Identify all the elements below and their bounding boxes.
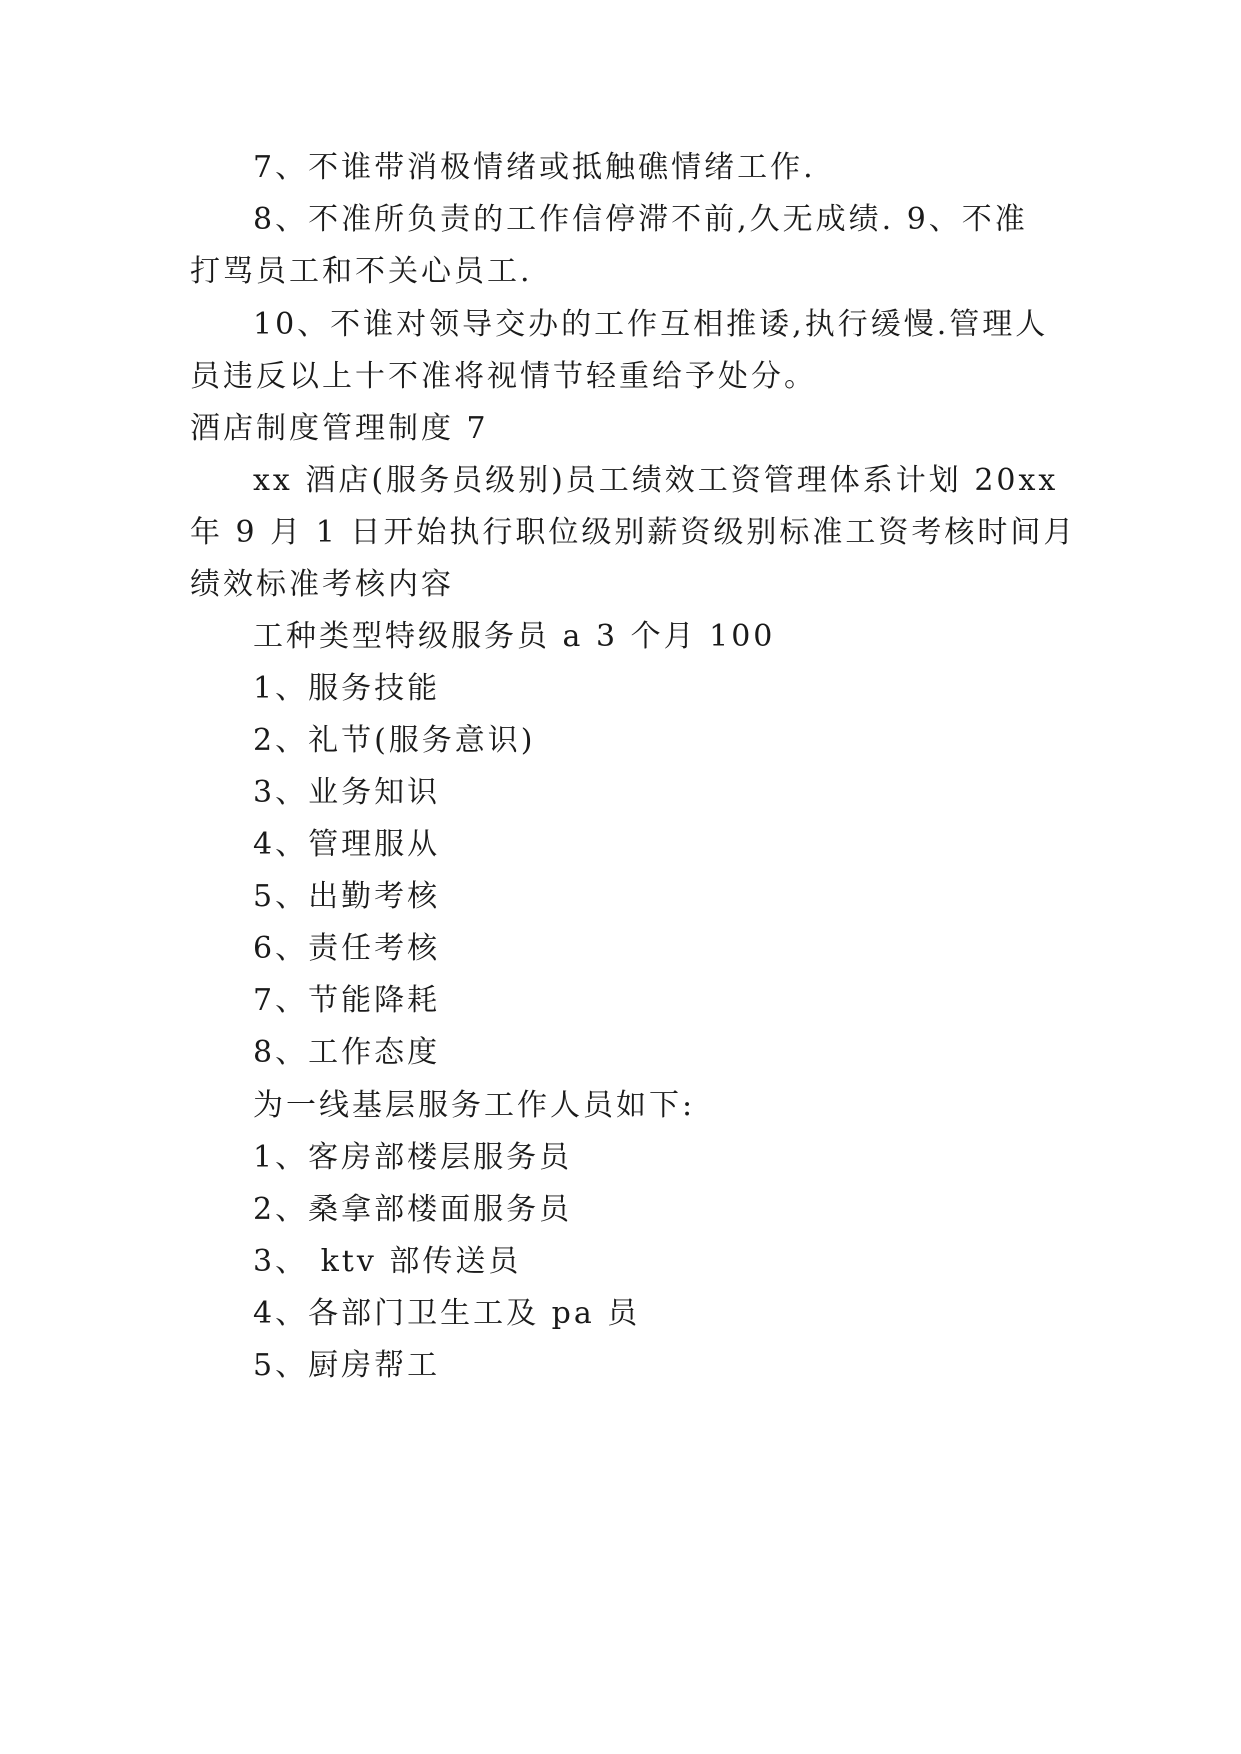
section-heading: 酒店制度管理制度 7 — [190, 411, 489, 446]
list-item: 8、工作态度 — [253, 1035, 441, 1070]
list-item: 2、礼节(服务意识) — [253, 723, 536, 758]
text-line: 工种类型特级服务员 a 3 个月 100 — [253, 619, 776, 654]
text-line: 7、不谁带消极情绪或抵触礁情绪工作. — [253, 150, 816, 185]
list-item: 7、节能降耗 — [253, 983, 441, 1018]
text-line: 打骂员工和不关心员工. — [190, 254, 533, 289]
text-line: 8、不准所负责的工作信停滞不前,久无成绩. 9、不准 — [253, 202, 1028, 237]
list-item: 5、出勤考核 — [253, 879, 441, 914]
list-item: 6、责任考核 — [253, 931, 441, 966]
text-line: xx 酒店(服务员级别)员工绩效工资管理体系计划 20xx — [253, 463, 1059, 498]
text-line: 年 9 月 1 日开始执行职位级别薪资级别标准工资考核时间月 — [190, 515, 1077, 550]
text-line: 员违反以上十不准将视情节轻重给予处分。 — [190, 359, 817, 394]
list-item: 5、厨房帮工 — [253, 1348, 441, 1383]
list-item: 2、桑拿部楼面服务员 — [253, 1192, 573, 1227]
text-line: 绩效标准考核内容 — [190, 567, 454, 602]
list-item: 4、管理服从 — [253, 827, 441, 862]
list-item: 3、业务知识 — [253, 775, 441, 810]
list-item: 1、服务技能 — [253, 671, 441, 706]
text-line: 为一线基层服务工作人员如下: — [253, 1088, 696, 1123]
list-item: 4、各部门卫生工及 pa 员 — [253, 1296, 641, 1331]
text-line: 10、不谁对领导交办的工作互相推诿,执行缓慢.管理人 — [253, 307, 1049, 342]
list-item: 3、 ktv 部传送员 — [253, 1244, 522, 1279]
list-item: 1、客房部楼层服务员 — [253, 1140, 573, 1175]
